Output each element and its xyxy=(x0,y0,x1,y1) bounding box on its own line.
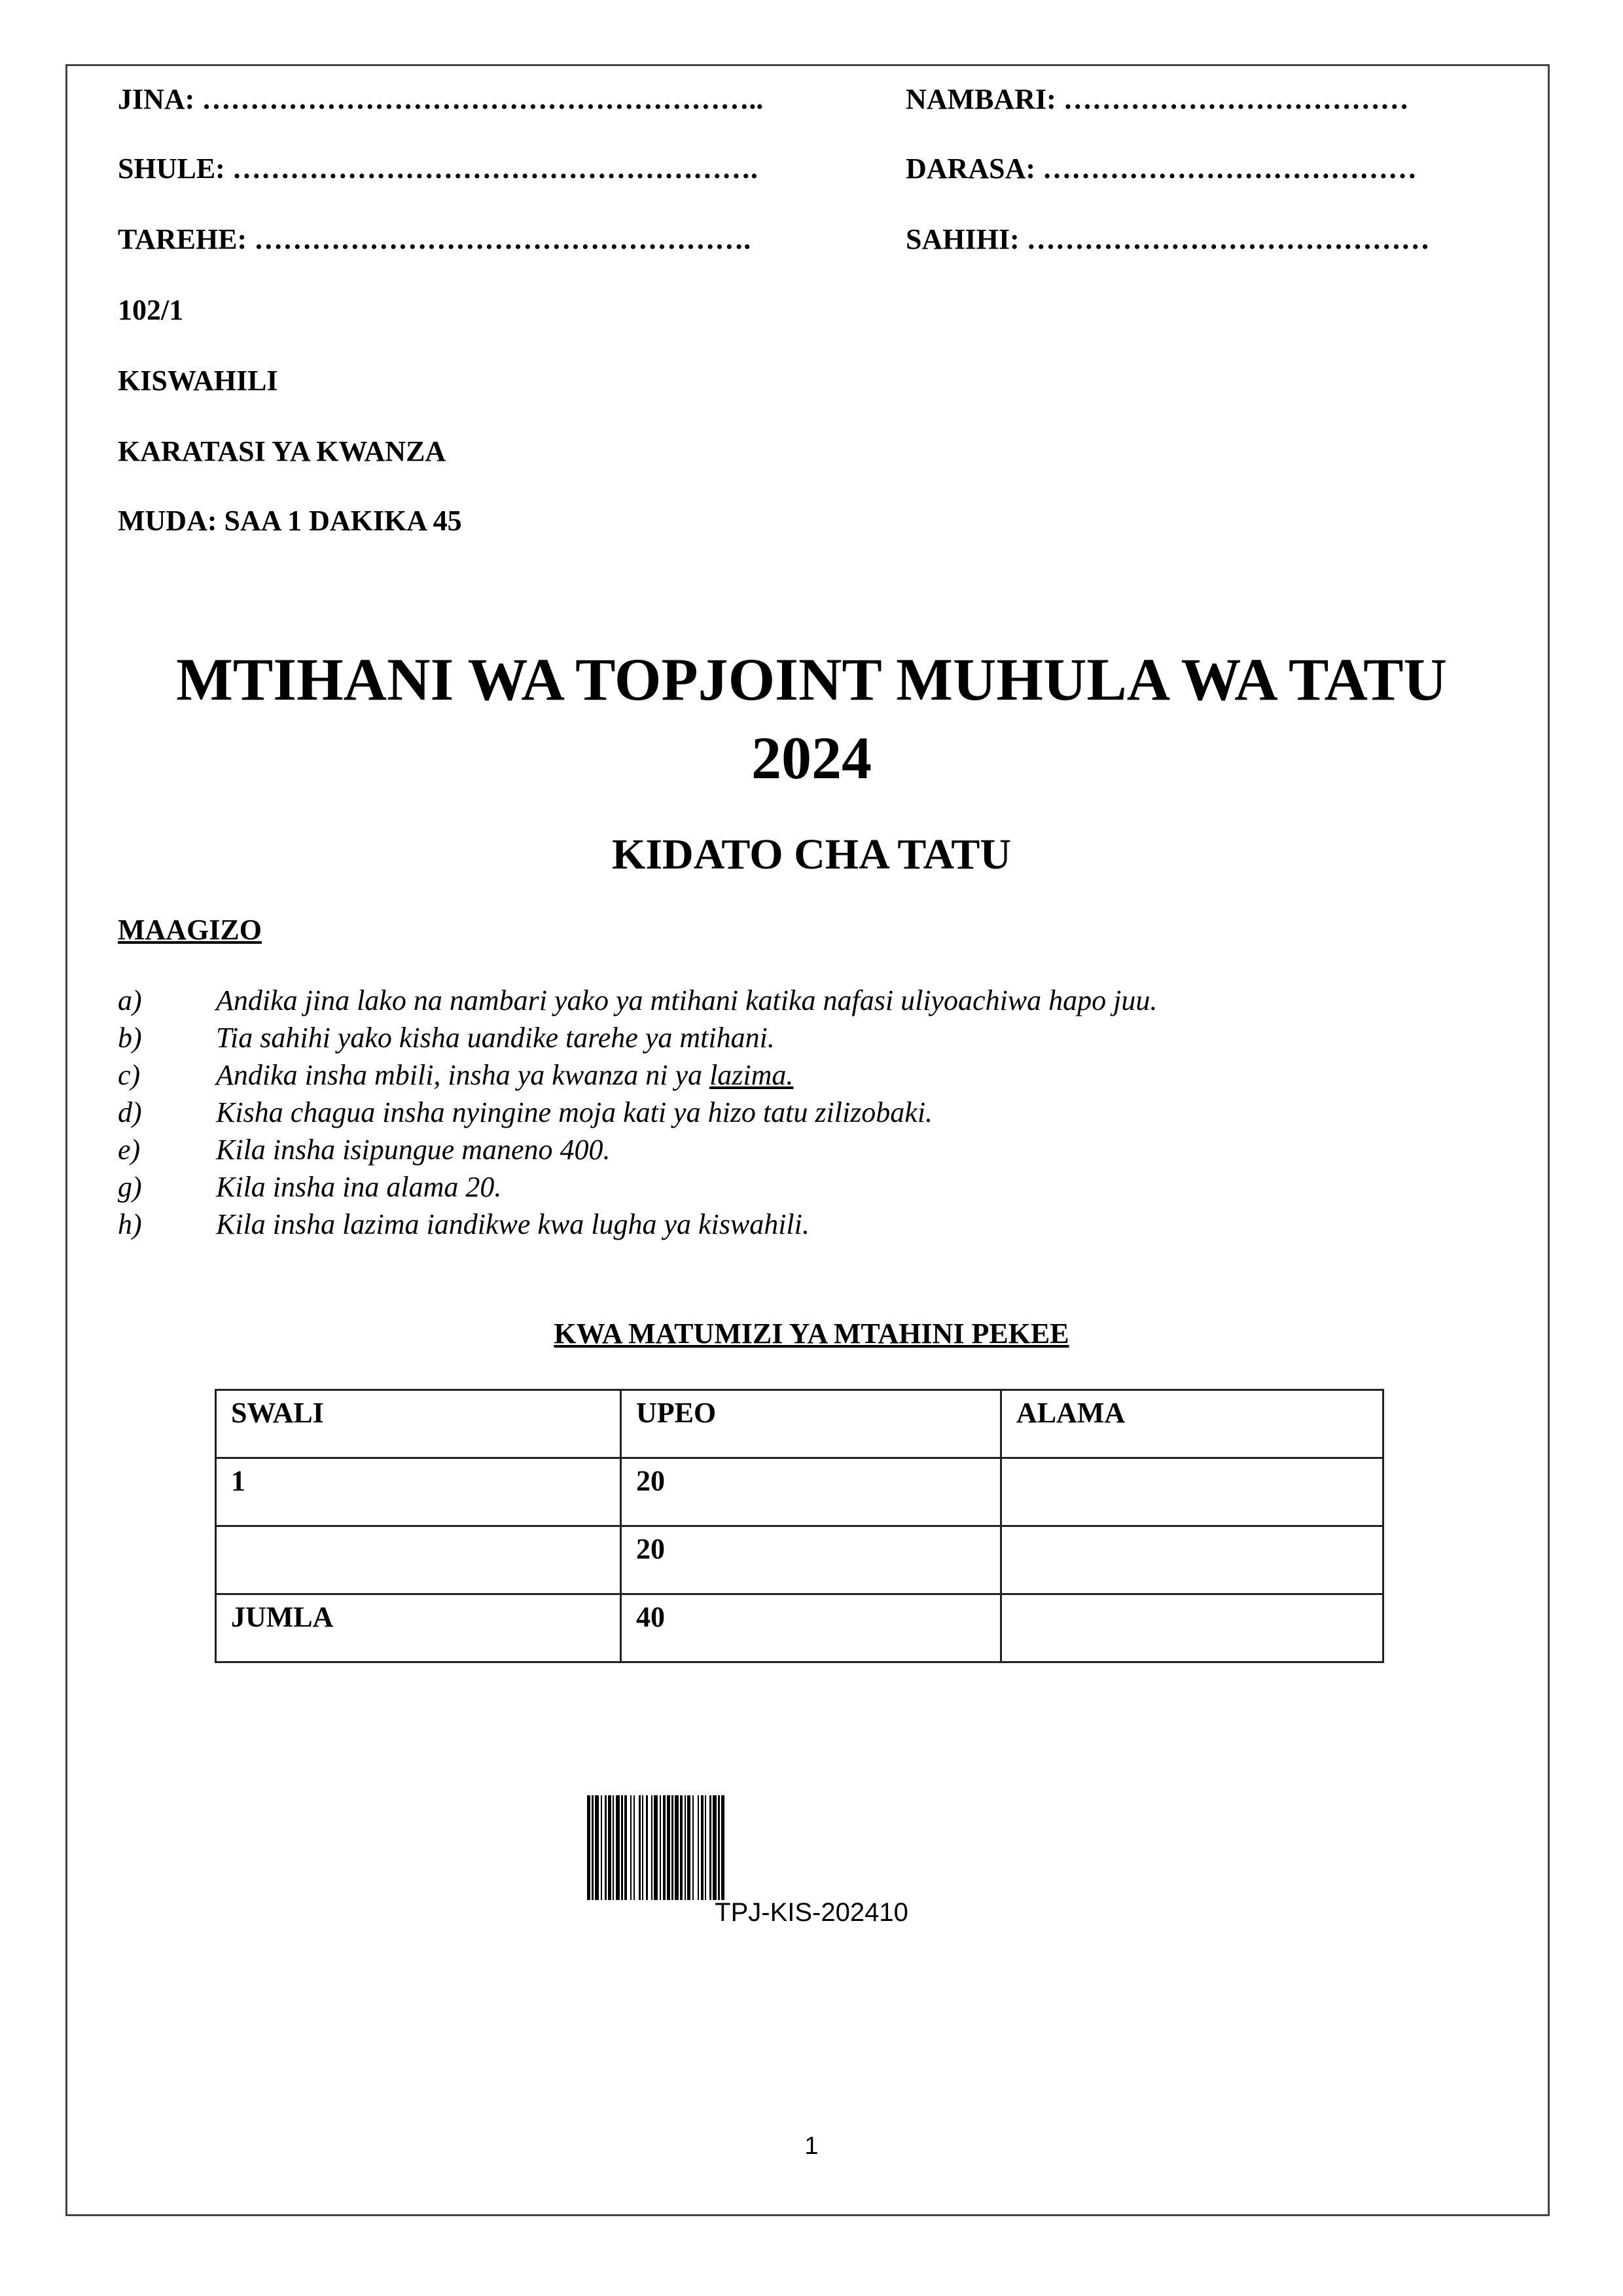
instruction-text: Kila insha ina alama 20. xyxy=(216,1171,502,1203)
total-label-cell: JUMLA xyxy=(216,1594,621,1662)
instruction-text xyxy=(216,1056,793,1094)
barcode-bar xyxy=(616,1795,620,1900)
form-level: KIDATO CHA TATU xyxy=(611,831,1012,878)
barcode-bar xyxy=(667,1795,670,1900)
barcode-bar xyxy=(675,1795,679,1900)
examiner-use-caption-text: KWA MATUMIZI YA MTAHINI PEKEE xyxy=(554,1318,1069,1350)
examiner-use-caption xyxy=(0,1317,1623,1350)
barcode-bar xyxy=(692,1795,694,1900)
paper-name: KARATASI YA KWANZA xyxy=(118,435,446,467)
instruction-text: Andika jina lako na nambari yako ya mtihani katika nafasi uliyoachiwa hapo juu. xyxy=(216,984,1158,1016)
instruction-letter: h) xyxy=(118,1208,142,1240)
page-number: 1 xyxy=(804,2132,819,2160)
question-cell[interactable] xyxy=(216,1526,621,1594)
barcode-bar xyxy=(642,1795,643,1900)
exam-title: MTIHANI WA TOPJOINT MUHULA WA TATU xyxy=(176,646,1447,713)
class-field[interactable]: DARASA: ………………………………… xyxy=(906,152,1417,185)
barcode-bar xyxy=(601,1795,602,1900)
barcode-bar xyxy=(621,1795,623,1900)
table-row xyxy=(216,1594,1383,1662)
barcode-icon xyxy=(584,1795,1019,1900)
instruction-letter: g) xyxy=(118,1171,142,1203)
barcode-bar xyxy=(705,1795,706,1900)
barcode-bar xyxy=(595,1795,599,1900)
instruction-emphasis: lazima. xyxy=(709,1059,794,1091)
barcode-bar xyxy=(713,1795,717,1900)
barcode-bar xyxy=(698,1795,699,1900)
instruction-letter: e) xyxy=(118,1134,141,1166)
instruction-text: Kila insha isipungue maneno 400. xyxy=(216,1134,611,1166)
signature-field[interactable]: SAHIHI: …………………………………… xyxy=(906,223,1430,255)
instruction-letter: a) xyxy=(118,984,142,1016)
barcode-bar xyxy=(587,1795,590,1900)
barcode-bar xyxy=(651,1795,652,1900)
barcode-bar xyxy=(687,1795,690,1900)
date-field[interactable]: TAREHE: ……………………………………………. xyxy=(118,223,751,255)
instruction-text-main: Andika insha mbili, insha ya kwanza ni ya xyxy=(216,1059,710,1091)
exam-year: 2024 xyxy=(751,725,872,791)
barcode-bar xyxy=(701,1795,704,1900)
column-header: UPEO xyxy=(620,1390,1001,1458)
instruction-letter: d) xyxy=(118,1096,142,1128)
table-row xyxy=(216,1458,1383,1526)
barcode-label: TPJ-KIS-202410 xyxy=(715,1898,908,1927)
score-cell[interactable] xyxy=(1001,1594,1383,1662)
column-header: SWALI xyxy=(216,1390,621,1458)
paper-code: 102/1 xyxy=(118,294,184,326)
number-field[interactable]: NAMBARI: ……………………………… xyxy=(906,83,1409,115)
max-marks-cell: 20 xyxy=(620,1526,1001,1594)
score-cell[interactable] xyxy=(1001,1526,1383,1594)
instruction-letter: b) xyxy=(118,1022,142,1054)
column-header: ALAMA xyxy=(1001,1390,1383,1458)
barcode-bar xyxy=(630,1795,632,1900)
barcode-bar xyxy=(639,1795,641,1900)
score-cell[interactable] xyxy=(1001,1458,1383,1526)
table-row xyxy=(216,1526,1383,1594)
instruction-text: Kisha chagua insha nyingine moja kati ya hizo tatu zilizobaki. xyxy=(216,1096,933,1128)
marks-table xyxy=(215,1389,1384,1663)
barcode-bar xyxy=(685,1795,686,1900)
instruction-text: Tia sahihi yako kisha uandike tarehe ya mtihani. xyxy=(216,1022,775,1054)
table-header-row xyxy=(216,1390,1383,1458)
barcode-bar xyxy=(624,1795,627,1900)
barcode-bar xyxy=(709,1795,711,1900)
instructions-heading: MAAGIZO xyxy=(118,914,262,946)
subject-name: KISWAHILI xyxy=(118,365,278,397)
name-field[interactable]: JINA: ………………………………………………….. xyxy=(118,83,764,115)
barcode-bar xyxy=(592,1795,594,1900)
barcode-bar xyxy=(654,1795,658,1900)
barcode-bar xyxy=(608,1795,611,1900)
barcode-bar xyxy=(605,1795,607,1900)
barcode-bar xyxy=(660,1795,661,1900)
barcode-bar xyxy=(671,1795,673,1900)
barcode-bar xyxy=(718,1795,720,1900)
max-marks-cell: 20 xyxy=(620,1458,1001,1526)
barcode-bar xyxy=(633,1795,635,1900)
barcode-bar xyxy=(680,1795,683,1900)
instruction-text: Kila insha lazima iandikwe kwa lugha ya kiswahili. xyxy=(216,1208,810,1240)
exam-duration: MUDA: SAA 1 DAKIKA 45 xyxy=(118,505,462,537)
barcode-bar xyxy=(663,1795,666,1900)
barcode-bar xyxy=(613,1795,614,1900)
barcode-bar xyxy=(721,1795,724,1900)
max-marks-cell: 40 xyxy=(620,1594,1001,1662)
instruction-letter: c) xyxy=(118,1059,141,1091)
question-cell: 1 xyxy=(216,1458,621,1526)
school-field[interactable]: SHULE: ………………………………………………. xyxy=(118,152,758,185)
barcode-bar xyxy=(646,1795,648,1900)
